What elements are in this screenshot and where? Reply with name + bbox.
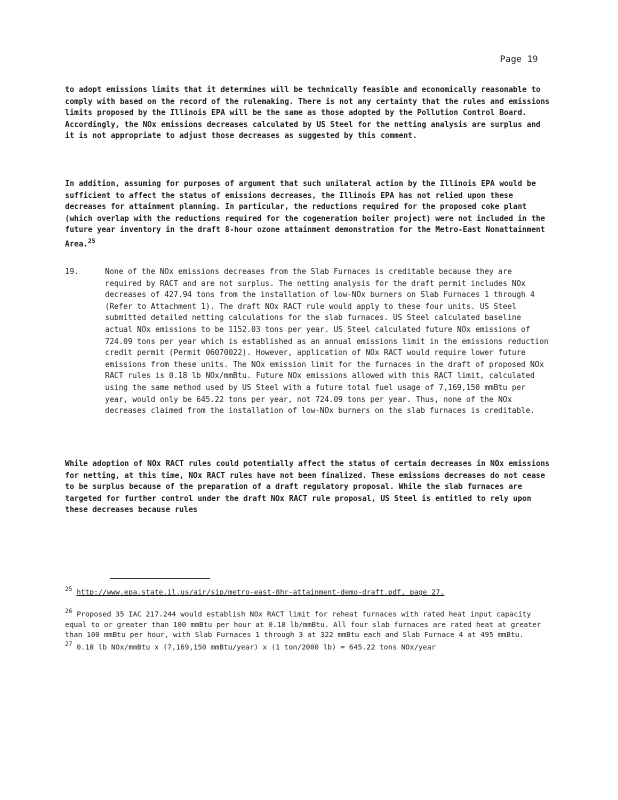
footnote-link[interactable]: http://www.epa.state.il.us/air/sip/metro-east-8hr-attainment-demo-draft.pdf, page 27. [76,587,445,597]
item-number: 19. [65,267,79,276]
footnote-text: 0.18 lb NOx/mmBtu x (7,169,150 mmBtu/year) x (1 ton/2000 lb) = 645.22 tons NOx/year [76,642,436,652]
footnote-mark: 25 [65,586,73,593]
paragraph-2 [65,178,550,250]
item-text: None of the NOx emissions decreases from the Slab Furnaces is creditable because they are required by RACT and are not surplus. The netting analysis for the draft permit includes NOx decreases of 427.94 tons from the installation of low-NOx burners on Slab Furnaces 1 through 4 (Refer to Attachment 1). The draft NOx RACT rule would apply to these four units. US Steel submitted detailed netting calculations for the slab furnaces. US Steel calculated baseline actual NOx emissions to be 1152.03 tons per year. US Steel calculated future NOx emissions of 724.09 tons per year which is established as an annual emissions limit in the emissions reduction credit permit (Permit 06070022). However, application of NOx RACT would require lower future emissions from these units. The NOx emission limit for the furnaces in the draft of proposed NOx RACT rules is 0.18 lb NOx/mmBtu. Future NOx emissions allowed with this RACT limit, calculated using the same method used by US Steel with a future total fuel usage of 7,169,150 mmBtu per year, would only be 645.22 tons per year, not 724.09 tons per year. Thus, none of the NOx decreases claimed from the installation of low-NOx burners on the slab furnaces is creditable. [105,267,549,416]
footnote-27 [65,640,550,653]
page-number: Page 19 [500,55,538,65]
paragraph-3: While adoption of NOx RACT rules could potentially affect the status of certain decreases in NOx emissions for netting, at this time, NOx RACT rules have not been finalized. These emissions decreases do not cease to be surplus because of the preparation of a draft regulatory proposal. While the slab furnaces are targeted for further control under the draft NOx RACT rule proposal, US Steel is entitled to rely upon these decreases because rules [65,459,550,515]
footnote-25 [65,585,550,598]
footnote-text: Proposed 35 IAC 217.244 would establish NOx RACT limit for reheat furnaces with rated heat input capacity equal to or greater than 100 mmBtu per hour at 0.18 lb/mmBtu. All four slab furnaces are rated heat at greater than 100 mmBtu per hour, with Slab Furnaces 1 through 3 at 322 mmBtu each and Slab Furnace 4 at 495 mmBtu. [65,609,541,639]
footnote-mark: 27 [65,641,73,648]
footnote-mark: 26 [65,608,73,615]
footnote-divider [110,578,210,579]
footnote-ref-25: 25 [87,237,96,245]
paragraph-1: to adopt emissions limits that it determines will be technically feasible and economically reasonable to comply with based on the record of the rulemaking. There is not any certainty that the rules and emissions limits proposed by the Illinois EPA will be the same as those adopted by the Pollution Control Board. Accordingly, the NOx emissions decreases calculated by US Steel for the netting analysis are surplus and it is not appropriate to adjust those decreases as suggested by this comment. [65,85,550,141]
paragraph-2-text: In addition, assuming for purposes of argument that such unilateral action by the Illinois EPA would be sufficient to affect the status of emissions decreases, the Illinois EPA has not relied upon these decreases for attainment planning. In particular, the reductions required for the proposed coke plant (which overlap with the reductions required for the cogeneration boiler project) were not included in the future year inventory in the draft 8-hour ozone attainment demonstration for the Metro-East Nonattainment Area. [65,179,546,249]
footnote-26 [65,607,550,640]
